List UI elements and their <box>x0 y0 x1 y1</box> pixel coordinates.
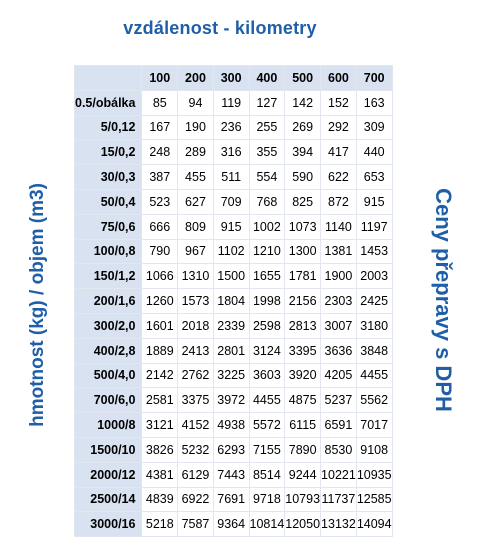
price-cell: 255 <box>249 115 285 140</box>
price-cell: 809 <box>178 214 214 239</box>
row-label: 3000/16 <box>75 512 142 537</box>
price-cell: 3603 <box>249 363 285 388</box>
price-cell: 2598 <box>249 313 285 338</box>
row-label: 0.5/obálka <box>75 90 142 115</box>
price-cell: 1140 <box>321 214 357 239</box>
price-cell: 2762 <box>178 363 214 388</box>
header-row <box>75 66 393 91</box>
price-cell: 8530 <box>321 437 357 462</box>
price-cell: 666 <box>142 214 178 239</box>
table-row <box>75 313 393 338</box>
price-cell: 1197 <box>356 214 392 239</box>
price-cell: 2018 <box>178 313 214 338</box>
price-cell: 10793 <box>285 487 321 512</box>
price-cell: 8514 <box>249 462 285 487</box>
price-cell: 622 <box>321 165 357 190</box>
price-cell: 1102 <box>213 239 249 264</box>
price-cell: 3121 <box>142 413 178 438</box>
price-cell: 10814 <box>249 512 285 537</box>
price-cell: 10935 <box>356 462 392 487</box>
price-cell: 790 <box>142 239 178 264</box>
price-cell: 6293 <box>213 437 249 462</box>
price-cell: 3920 <box>285 363 321 388</box>
price-cell: 7443 <box>213 462 249 487</box>
price-cell: 2801 <box>213 338 249 363</box>
price-cell: 1300 <box>285 239 321 264</box>
price-cell: 6115 <box>285 413 321 438</box>
column-header: 500 <box>285 66 321 91</box>
price-cell: 4938 <box>213 413 249 438</box>
price-cell: 3375 <box>178 388 214 413</box>
column-header: 100 <box>142 66 178 91</box>
table-row <box>75 413 393 438</box>
row-label: 5/0,12 <box>75 115 142 140</box>
price-cell: 13132 <box>321 512 357 537</box>
row-label: 30/0,3 <box>75 165 142 190</box>
column-header: 300 <box>213 66 249 91</box>
row-label: 300/2,0 <box>75 313 142 338</box>
price-cell: 5572 <box>249 413 285 438</box>
price-cell: 9364 <box>213 512 249 537</box>
column-header: 600 <box>321 66 357 91</box>
price-cell: 152 <box>321 90 357 115</box>
weight-volume-axis-label: hmotnost (kg) / objem (m3) <box>27 183 48 427</box>
row-label: 150/1,2 <box>75 264 142 289</box>
price-cell: 4455 <box>356 363 392 388</box>
page-title: vzdálenost - kilometry <box>123 18 317 38</box>
price-cell: 4381 <box>142 462 178 487</box>
price-cell: 1073 <box>285 214 321 239</box>
table-row <box>75 264 393 289</box>
price-cell: 3007 <box>321 313 357 338</box>
price-cell: 2413 <box>178 338 214 363</box>
price-cell: 915 <box>213 214 249 239</box>
row-label: 100/0,8 <box>75 239 142 264</box>
price-cell: 417 <box>321 140 357 165</box>
row-label: 15/0,2 <box>75 140 142 165</box>
price-cell: 12585 <box>356 487 392 512</box>
price-cell: 915 <box>356 189 392 214</box>
row-label: 500/4,0 <box>75 363 142 388</box>
table-row <box>75 289 393 314</box>
price-cell: 1573 <box>178 289 214 314</box>
price-cell: 523 <box>142 189 178 214</box>
price-cell: 7155 <box>249 437 285 462</box>
price-cell: 2813 <box>285 313 321 338</box>
column-header: 200 <box>178 66 214 91</box>
price-cell: 709 <box>213 189 249 214</box>
price-cell: 2339 <box>213 313 249 338</box>
price-cell: 1889 <box>142 338 178 363</box>
price-cell: 1381 <box>321 239 357 264</box>
price-cell: 5562 <box>356 388 392 413</box>
row-label: 2000/12 <box>75 462 142 487</box>
price-cell: 1310 <box>178 264 214 289</box>
price-cell: 316 <box>213 140 249 165</box>
price-cell: 455 <box>178 165 214 190</box>
table-row <box>75 189 393 214</box>
row-label: 2500/14 <box>75 487 142 512</box>
price-cell: 627 <box>178 189 214 214</box>
price-cell: 142 <box>285 90 321 115</box>
price-cell: 1260 <box>142 289 178 314</box>
price-cell: 3395 <box>285 338 321 363</box>
price-cell: 9108 <box>356 437 392 462</box>
price-cell: 7691 <box>213 487 249 512</box>
price-cell: 3826 <box>142 437 178 462</box>
price-cell: 2003 <box>356 264 392 289</box>
table-row <box>75 239 393 264</box>
table-row <box>75 338 393 363</box>
price-cell: 6922 <box>178 487 214 512</box>
price-cell: 355 <box>249 140 285 165</box>
table-row <box>75 437 393 462</box>
price-cell: 768 <box>249 189 285 214</box>
price-cell: 1998 <box>249 289 285 314</box>
table-row <box>75 512 393 537</box>
price-cell: 3225 <box>213 363 249 388</box>
table-row <box>75 388 393 413</box>
table-row <box>75 90 393 115</box>
price-cell: 4455 <box>249 388 285 413</box>
row-label: 1500/10 <box>75 437 142 462</box>
price-cell: 394 <box>285 140 321 165</box>
row-label: 400/2,8 <box>75 338 142 363</box>
price-cell: 1453 <box>356 239 392 264</box>
price-cell: 3180 <box>356 313 392 338</box>
price-cell: 1655 <box>249 264 285 289</box>
price-cell: 292 <box>321 115 357 140</box>
column-header: 400 <box>249 66 285 91</box>
price-cell: 9244 <box>285 462 321 487</box>
price-cell: 6591 <box>321 413 357 438</box>
price-cell: 1781 <box>285 264 321 289</box>
row-label: 75/0,6 <box>75 214 142 239</box>
price-cell: 309 <box>356 115 392 140</box>
row-label: 700/6,0 <box>75 388 142 413</box>
price-cell: 387 <box>142 165 178 190</box>
price-cell: 4205 <box>321 363 357 388</box>
price-cell: 6129 <box>178 462 214 487</box>
row-label: 200/1,6 <box>75 289 142 314</box>
price-cell: 4839 <box>142 487 178 512</box>
price-cell: 7890 <box>285 437 321 462</box>
column-header: 700 <box>356 66 392 91</box>
price-caption-label: Ceny přepravy s DPH <box>431 188 456 412</box>
price-cell: 1900 <box>321 264 357 289</box>
price-cell: 1002 <box>249 214 285 239</box>
price-cell: 3124 <box>249 338 285 363</box>
price-table <box>74 65 393 537</box>
table-row <box>75 140 393 165</box>
price-cell: 163 <box>356 90 392 115</box>
table-row <box>75 462 393 487</box>
table-row <box>75 165 393 190</box>
price-cell: 14094 <box>356 512 392 537</box>
price-cell: 289 <box>178 140 214 165</box>
price-cell: 872 <box>321 189 357 214</box>
table-body <box>75 90 393 536</box>
price-cell: 1210 <box>249 239 285 264</box>
price-cell: 167 <box>142 115 178 140</box>
price-cell: 11737 <box>321 487 357 512</box>
price-cell: 554 <box>249 165 285 190</box>
price-cell: 269 <box>285 115 321 140</box>
price-cell: 3972 <box>213 388 249 413</box>
price-cell: 3636 <box>321 338 357 363</box>
price-cell: 440 <box>356 140 392 165</box>
price-cell: 653 <box>356 165 392 190</box>
price-cell: 127 <box>249 90 285 115</box>
price-cell: 1500 <box>213 264 249 289</box>
price-cell: 7587 <box>178 512 214 537</box>
price-cell: 967 <box>178 239 214 264</box>
price-cell: 9718 <box>249 487 285 512</box>
price-cell: 1804 <box>213 289 249 314</box>
price-cell: 1066 <box>142 264 178 289</box>
price-cell: 236 <box>213 115 249 140</box>
row-label: 50/0,4 <box>75 189 142 214</box>
row-label: 1000/8 <box>75 413 142 438</box>
table-row <box>75 214 393 239</box>
price-cell: 5218 <box>142 512 178 537</box>
price-cell: 590 <box>285 165 321 190</box>
price-cell: 1601 <box>142 313 178 338</box>
price-cell: 12050 <box>285 512 321 537</box>
price-cell: 511 <box>213 165 249 190</box>
price-cell: 2156 <box>285 289 321 314</box>
price-cell: 5237 <box>321 388 357 413</box>
price-cell: 94 <box>178 90 214 115</box>
price-cell: 248 <box>142 140 178 165</box>
price-cell: 2425 <box>356 289 392 314</box>
price-cell: 2581 <box>142 388 178 413</box>
price-cell: 10221 <box>321 462 357 487</box>
price-cell: 85 <box>142 90 178 115</box>
table-row <box>75 115 393 140</box>
price-cell: 2142 <box>142 363 178 388</box>
table-row <box>75 363 393 388</box>
price-cell: 825 <box>285 189 321 214</box>
table-header <box>75 66 393 91</box>
price-cell: 7017 <box>356 413 392 438</box>
price-cell: 2303 <box>321 289 357 314</box>
price-cell: 190 <box>178 115 214 140</box>
price-cell: 3848 <box>356 338 392 363</box>
price-cell: 5232 <box>178 437 214 462</box>
price-cell: 4875 <box>285 388 321 413</box>
header-corner-cell <box>75 66 142 91</box>
price-cell: 4152 <box>178 413 214 438</box>
price-cell: 119 <box>213 90 249 115</box>
table-row <box>75 487 393 512</box>
